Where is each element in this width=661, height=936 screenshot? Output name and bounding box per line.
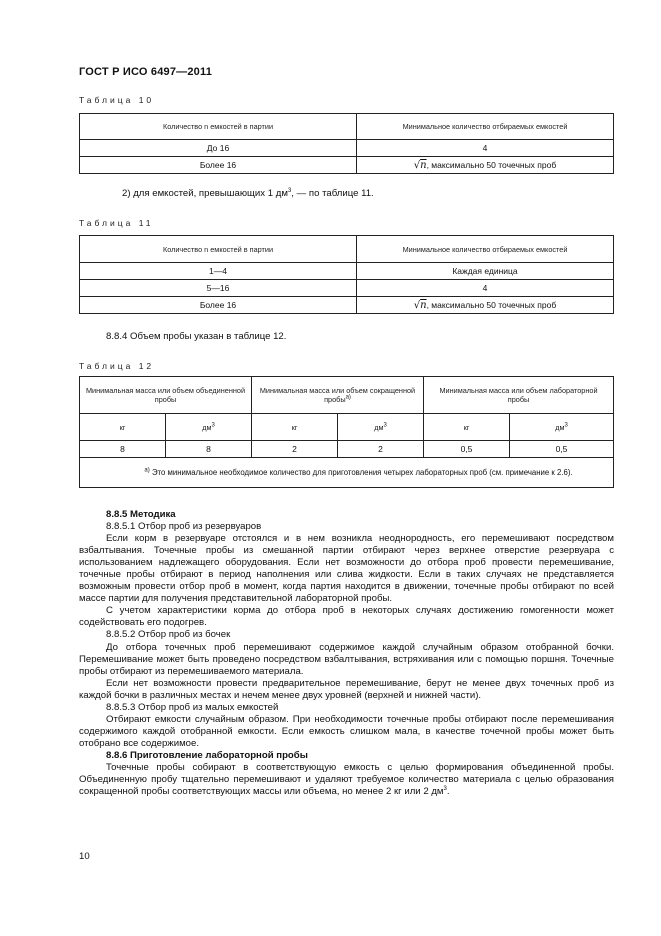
table11-header-count: Количество n емкостей в партии (80, 236, 357, 263)
item-2-text: 2) для емкостей, превышающих 1 дм (122, 188, 288, 199)
table-cell: 0,5 (510, 441, 614, 458)
table12-header-combined: Минимальная масса или объем объединенной пробы (80, 377, 252, 414)
unit-dm3 (510, 414, 614, 441)
table-cell: 8 (80, 441, 166, 458)
unit-sup: 3 (564, 422, 568, 429)
unit-text: дм (374, 422, 384, 432)
unit-kg: кг (80, 414, 166, 441)
table12-header-lab: Минимальная масса или объем лабораторной пробы (424, 377, 614, 414)
item-2-sup: 3 (287, 187, 292, 194)
table10-caption: Таблица 10 (79, 95, 155, 105)
table-cell: До 16 (80, 140, 357, 157)
table-cell (357, 157, 614, 174)
table-cell: 5—16 (80, 280, 357, 297)
section-heading: 8.8.5 Методика (106, 509, 176, 520)
table-cell (357, 297, 614, 314)
section-heading: 8.8.6 Приготовление лабораторной пробы (106, 749, 308, 761)
table12 (79, 376, 614, 488)
table10-header-min: Минимальное количество отбираемых емкостей (357, 114, 614, 140)
unit-kg: кг (252, 414, 338, 441)
table-cell: 4 (357, 280, 614, 297)
table-cell: Более 16 (80, 297, 357, 314)
paragraph: Отбирают емкости случайным образом. При необходимости точечные пробы отбирают после перемешивания содержимого каждой отобранной емкости. Если емкость слишком мала, в качестве точечной пробы может быть отобрано все содержимое. (79, 713, 614, 749)
unit-sup: 3 (211, 422, 215, 429)
unit-text: дм (202, 422, 212, 432)
table10 (79, 113, 614, 174)
sqrt-symbol: √n (413, 159, 427, 171)
header-text: Минимальная масса или объем сокращенной пробы (259, 386, 416, 404)
footnote-ref: а) (345, 394, 351, 401)
document-header: ГОСТ Р ИСО 6497—2011 (79, 66, 213, 78)
table-cell: 2 (252, 441, 338, 458)
item-2-tail: , — по таблице 11. (291, 188, 374, 199)
section-8-8-4: 8.8.4 Объем пробы указан в таблице 12. (106, 331, 287, 342)
unit-text: дм (555, 422, 565, 432)
page-number: 10 (79, 851, 90, 862)
unit-dm3 (338, 414, 424, 441)
table-cell: Каждая единица (357, 263, 614, 280)
subsection-heading: 8.8.5.1 Отбор проб из резервуаров (106, 521, 262, 533)
cell-text: , максимально 50 точечных проб (426, 159, 557, 170)
unit-kg: кг (424, 414, 510, 441)
paragraph: До отбора точечных проб перемешивают содержимое каждой случайным образом отобранной бочки. Перемешивание может быть проведено посредством взбалтывания, встряхивания или с помощью поршня. Точечные пробы отбирают из перемешиваемого материала. (79, 641, 614, 677)
footnote-text: Это минимальное необходимое количество для приготовления четырех лабораторных проб (см. примечание к 2.6). (151, 468, 573, 477)
table11-header-min: Минимальное количество отбираемых емкостей (357, 236, 614, 263)
item-2 (122, 188, 374, 199)
table-cell: 1—4 (80, 263, 357, 280)
sqrt-symbol: √n (413, 299, 427, 311)
table11 (79, 235, 614, 314)
cell-text: , максимально 50 точечных проб (426, 299, 557, 310)
paragraph: С учетом характеристики корма до отбора проб в некоторых случаях достижению гомогенности может содействовать его подогрев. (79, 605, 614, 629)
table-cell: Более 16 (80, 157, 357, 174)
body-text (79, 509, 614, 798)
table-cell: 8 (166, 441, 252, 458)
table10-header-count: Количество n емкостей в партии (80, 114, 357, 140)
unit-sup: 3 (383, 422, 387, 429)
table12-footnote (80, 458, 614, 488)
paragraph-text: Точечные пробы собирают в соответствующую емкость с целью формирования объединенной пробы. Объединенную пробу тщательно перемешивают и удаляют требуемое количество материала с целью образования сокращенной пробы соответствующих массы или объема, но менее 2 кг или 2 дм (79, 761, 614, 798)
paragraph (79, 762, 614, 798)
paragraph-sup: 3 (443, 785, 447, 792)
paragraph-tail: . (446, 786, 450, 798)
sqrt-n: n (420, 159, 427, 171)
footnote-mark: а) (144, 467, 150, 474)
table11-caption: Таблица 11 (79, 218, 154, 228)
sqrt-n: n (420, 299, 427, 311)
table-cell: 4 (357, 140, 614, 157)
paragraph: Если корм в резервуаре отстоялся и в нем возникла неоднородность, его перемешивают посредством взбалтывания. Точечные пробы из смешанной партии отбирают через верхнее отверстие резервуара с использованием надлежащего оборудования. Если нет возможности до отбора проб провести перемешивание, точечные пробы отбирают в период наполнения или слива жидкости. Если в таких случаях не представляется возможным провести отбор проб в момент, когда партия находится в движении, точечные пробы отбирают по всей массе партии для получения представительной лабораторной пробы. (79, 533, 614, 605)
table-cell: 0,5 (424, 441, 510, 458)
table12-caption: Таблица 12 (79, 361, 155, 371)
subsection-heading: 8.8.5.2 Отбор проб из бочек (106, 629, 231, 641)
unit-dm3 (166, 414, 252, 441)
subsection-heading: 8.8.5.3 Отбор проб из малых емкостей (106, 701, 279, 713)
paragraph: Если нет возможности провести предварительное перемешивание, берут не менее двух точечных проб из каждой бочки в различных местах и нечем менее двух уровней (верхней и нижней части). (79, 677, 614, 701)
table12-header-reduced (252, 377, 424, 414)
table-cell: 2 (338, 441, 424, 458)
